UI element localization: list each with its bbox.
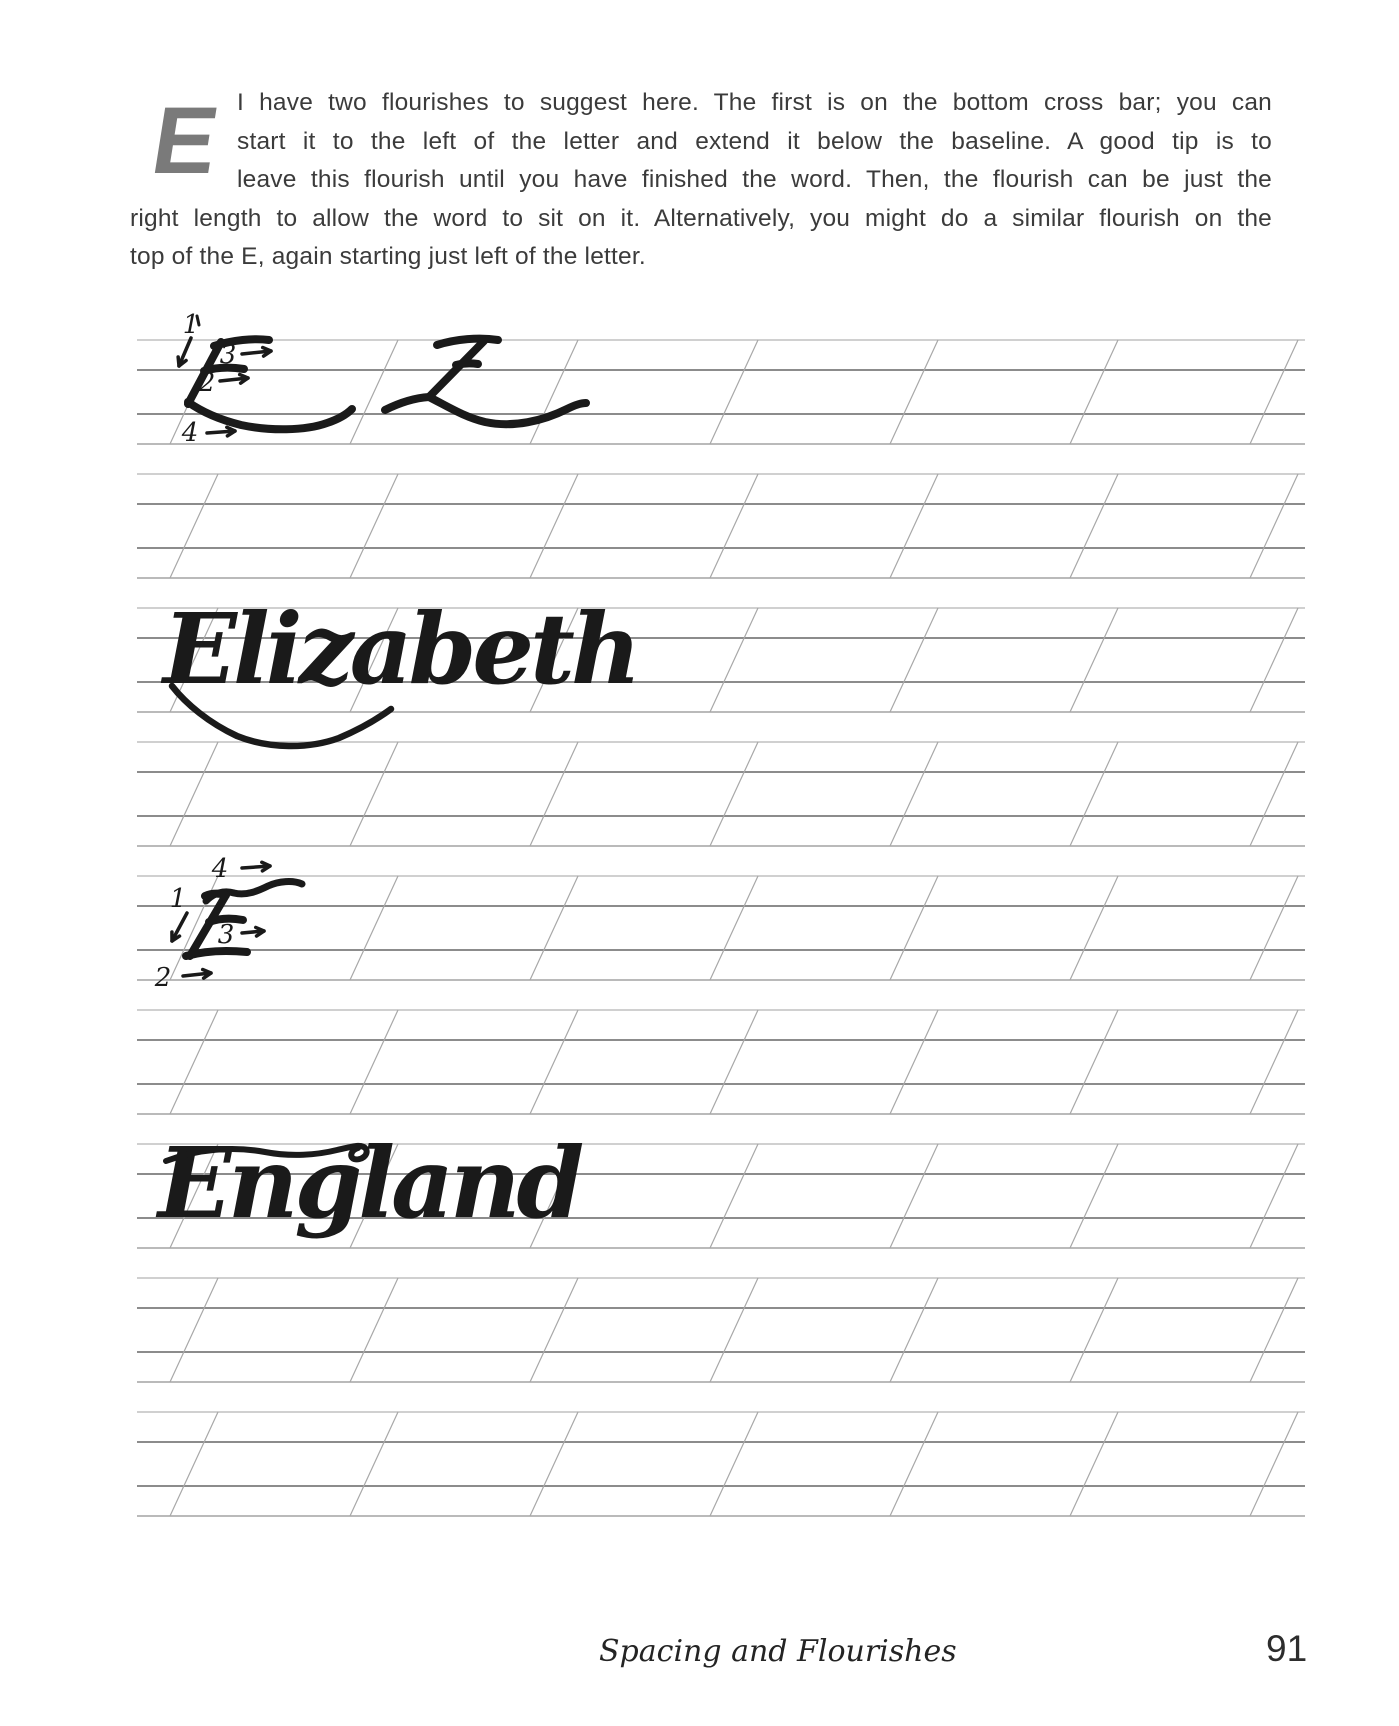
- guide-line: [530, 1278, 578, 1382]
- guide-line: [350, 876, 398, 980]
- slant-guides: [170, 1010, 1298, 1114]
- guide-line: [350, 1278, 398, 1382]
- guide-line: [1070, 1412, 1118, 1516]
- guide-line: [530, 1010, 578, 1114]
- stroke-number-label: 1: [169, 884, 187, 914]
- guide-line: [170, 1278, 218, 1382]
- practice-row: [137, 1278, 1305, 1382]
- guide-line: [1250, 1278, 1298, 1382]
- guide-line: [1070, 876, 1118, 980]
- guide-line: [350, 340, 398, 444]
- guide-line: [710, 340, 758, 444]
- guide-line: [1250, 340, 1298, 444]
- guide-line: [530, 1412, 578, 1516]
- model-word: Elizabeth: [163, 592, 638, 706]
- slant-guides: [170, 340, 1298, 444]
- guide-line: [1250, 876, 1298, 980]
- handwriting-stroke: [437, 339, 498, 345]
- stroke-number-label: 4: [211, 854, 229, 884]
- guide-line: [710, 1278, 758, 1382]
- practice-row: [137, 474, 1305, 578]
- guide-line: [710, 1010, 758, 1114]
- handwriting-stroke: [188, 402, 352, 429]
- practice-row: [137, 1412, 1305, 1516]
- word-england: [155, 1126, 583, 1240]
- guide-line: [890, 742, 938, 846]
- stroke-number-label: 3: [219, 340, 237, 370]
- guide-line: [170, 1412, 218, 1516]
- practice-row: [137, 1010, 1305, 1114]
- guide-line: [1070, 742, 1118, 846]
- guide-line: [170, 742, 218, 846]
- guide-line: [530, 474, 578, 578]
- practice-row: [137, 742, 1305, 846]
- stroke-number-label: 2: [154, 963, 172, 993]
- guide-line: [530, 742, 578, 846]
- guide-line: [530, 340, 578, 444]
- intro-line: leave this flourish until you have finished the word. Then, the flourish can be just the: [237, 166, 1272, 194]
- guide-line: [1250, 1412, 1298, 1516]
- stroke-number-label: 4: [181, 418, 199, 448]
- slant-guides: [170, 876, 1298, 980]
- guide-line: [890, 1278, 938, 1382]
- stroke-order-e-bottom-flourish: [178, 310, 352, 448]
- guide-line: [350, 742, 398, 846]
- guide-line: [170, 1010, 218, 1114]
- guide-line: [1070, 1144, 1118, 1248]
- model-e-bottom-flourish: [385, 339, 586, 425]
- slant-guides: [170, 742, 1298, 846]
- stroke-number-label: 1: [182, 310, 200, 340]
- intro-line: right length to allow the word to sit on it. Alternatively, you might do a similar flourish on the: [130, 204, 1272, 232]
- guide-line: [710, 1144, 758, 1248]
- guide-line: [170, 474, 218, 578]
- guide-line: [1070, 1010, 1118, 1114]
- model-word: England: [158, 1126, 581, 1240]
- guide-line: [1250, 742, 1298, 846]
- practice-row: [137, 876, 1305, 980]
- guide-line: [1250, 1010, 1298, 1114]
- guide-line: [1250, 608, 1298, 712]
- handwriting-stroke: [456, 363, 478, 365]
- stroke-number-label: 3: [217, 920, 235, 950]
- guide-line: [710, 742, 758, 846]
- guide-line: [1070, 608, 1118, 712]
- intro-line: I have two flourishes to suggest here. The first is on the bottom cross bar; you can: [237, 89, 1272, 116]
- stroke-order-e-top-flourish: [154, 854, 302, 993]
- guide-line: [350, 1010, 398, 1114]
- guide-line: [890, 1412, 938, 1516]
- guide-line: [530, 876, 578, 980]
- guide-line: [1250, 474, 1298, 578]
- slant-guides: [170, 1278, 1298, 1382]
- guide-line: [890, 608, 938, 712]
- guide-line: [1070, 340, 1118, 444]
- guide-line: [350, 474, 398, 578]
- handwriting-stroke: [385, 397, 586, 424]
- guide-line: [710, 474, 758, 578]
- dropcap-letter: E: [145, 88, 226, 194]
- word-elizabeth: [160, 592, 637, 746]
- intro-line: start it to the left of the letter and extend it below the baseline. A good tip is to: [237, 127, 1272, 155]
- slant-guides: [170, 1412, 1298, 1516]
- guide-line: [890, 1010, 938, 1114]
- guide-line: [710, 608, 758, 712]
- footer-title: Spacing and Flourishes: [599, 1634, 957, 1669]
- guide-line: [1250, 1144, 1298, 1248]
- stroke-number-label: 2: [198, 368, 216, 398]
- guide-line: [1070, 474, 1118, 578]
- guide-line: [890, 1144, 938, 1248]
- handwriting-stroke: [186, 951, 247, 956]
- guide-line: [710, 876, 758, 980]
- page-number: 91: [1266, 1628, 1308, 1669]
- guide-line: [710, 1412, 758, 1516]
- guide-line: [890, 474, 938, 578]
- guide-line: [350, 1412, 398, 1516]
- guide-line: [890, 876, 938, 980]
- guide-line: [1070, 1278, 1118, 1382]
- slant-guides: [170, 474, 1298, 578]
- intro-line: top of the E, again starting just left of the letter.: [130, 243, 646, 271]
- handwriting-stroke: [205, 894, 226, 896]
- guide-line: [890, 340, 938, 444]
